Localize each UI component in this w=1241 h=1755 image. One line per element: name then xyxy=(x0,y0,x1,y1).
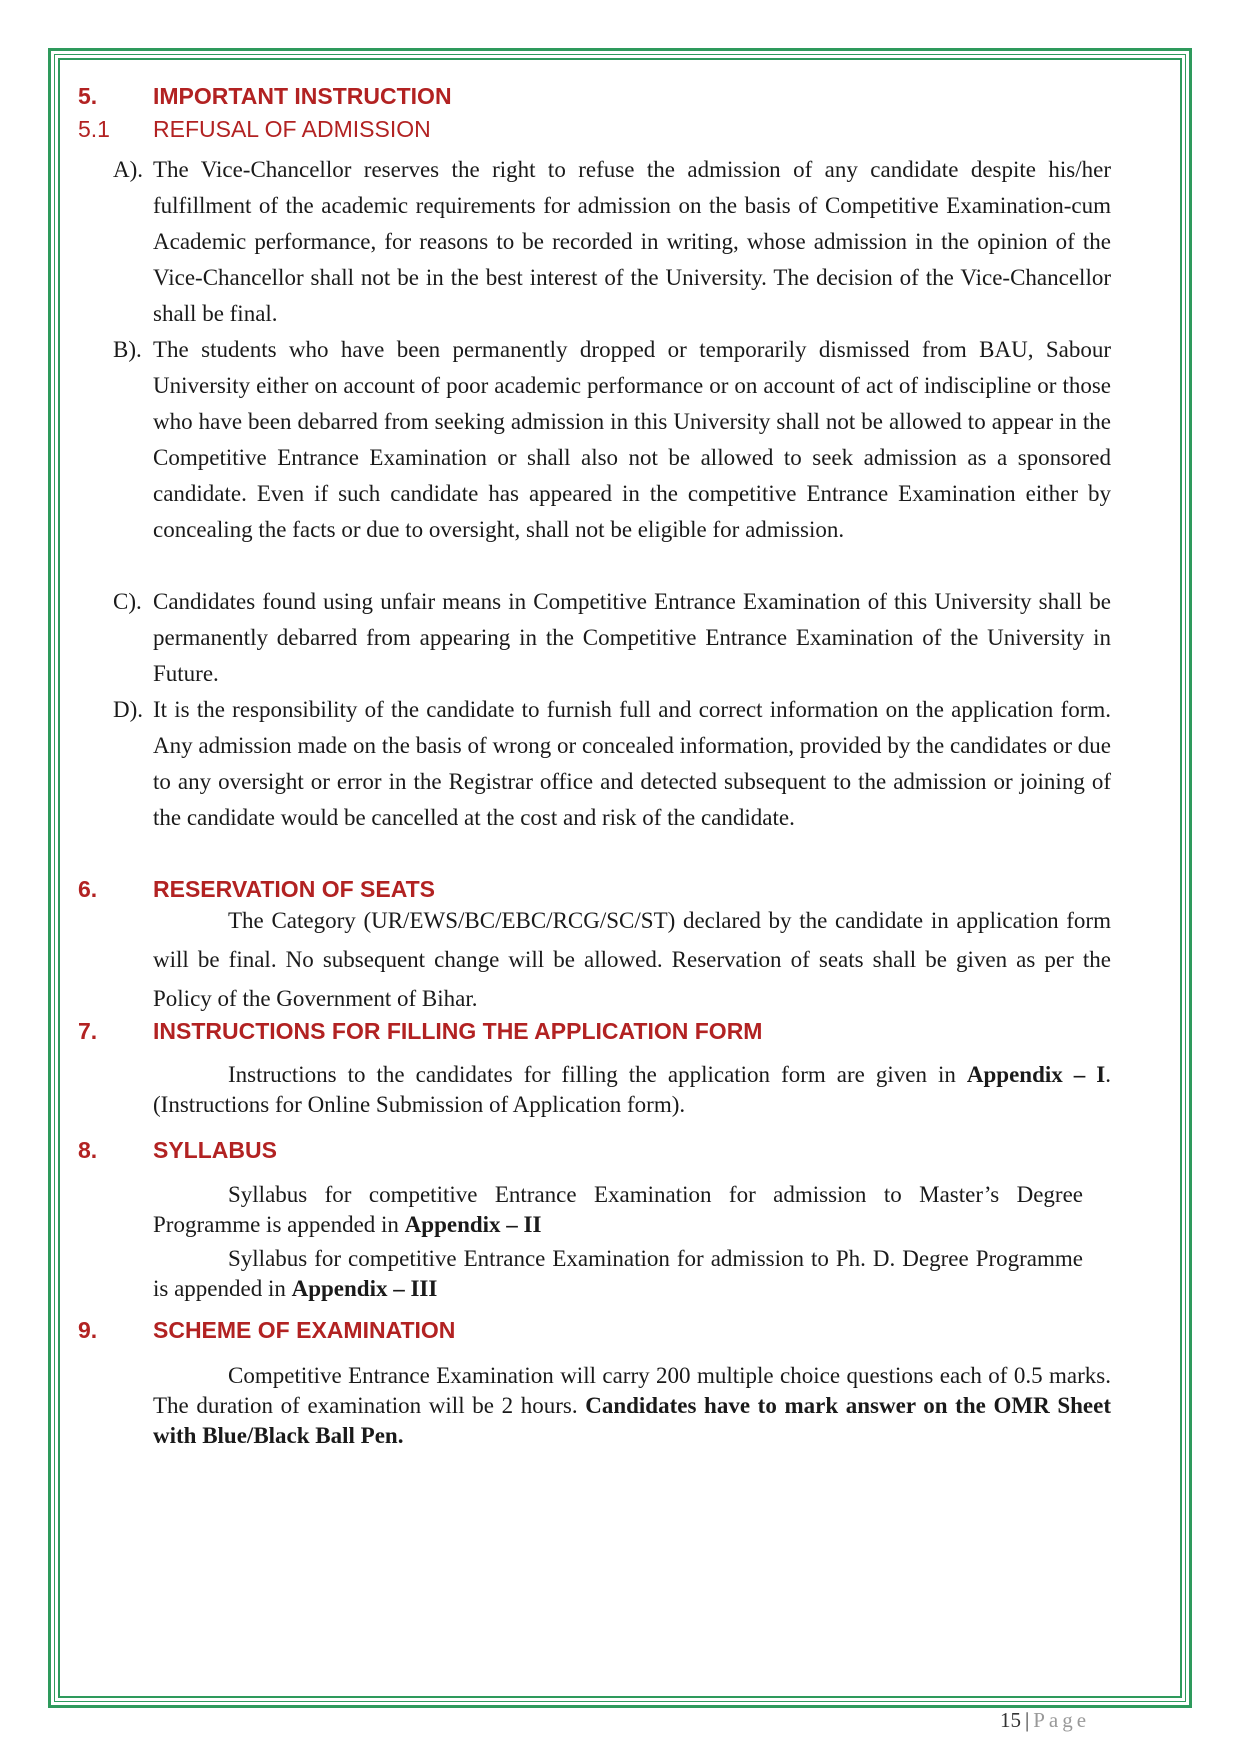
appendix-3-reference: Appendix – III xyxy=(291,1276,438,1301)
omr-sheet-instruction: Candidates have to mark answer on the OMR Sheet with Blue/Black Ball Pen. xyxy=(153,1393,1111,1448)
section-6-title: RESERVATION OF SEATS xyxy=(153,876,435,902)
section-7-text xyxy=(153,1060,1111,1120)
page-number-separator: | xyxy=(1025,1708,1030,1732)
section-8-title: SYLLABUS xyxy=(153,1137,277,1163)
page-number-value: 15 xyxy=(1000,1708,1021,1732)
section-6-text: The Category (UR/EWS/BC/EBC/RCG/SC/ST) declared by the candidate in application form will be final. No subsequent change will be allowed. Reservation of seats shall be given as per the Policy of the Government of Bihar. xyxy=(153,908,1111,1011)
list-item-label: D). xyxy=(113,697,144,722)
page-label: Page xyxy=(1033,1708,1091,1732)
list-item-c xyxy=(113,584,1111,692)
section-7-title: INSTRUCTIONS FOR FILLING THE APPLICATION FORM xyxy=(153,1018,763,1044)
section-5-number: 5. xyxy=(78,83,98,109)
section-8-number: 8. xyxy=(78,1137,98,1163)
section-9-text-start: Competitive Entrance Examination will carry 200 multiple choice questions each of 0.5 marks. The duration of examination will be 2 hours. xyxy=(153,1363,1111,1418)
section-9-text xyxy=(153,1361,1111,1451)
section-5-1-title: REFUSAL OF ADMISSION xyxy=(153,116,431,142)
section-7-text-end: . (Instructions for Online Submission of Application form). xyxy=(153,1062,1112,1117)
appendix-1-reference: Appendix – I xyxy=(966,1062,1106,1087)
list-item-text: It is the responsibility of the candidate to furnish full and correct information on the application form. Any admission made on the basis of wrong or concealed information, provided by the candidates or due to any oversight or error in the Registrar office and detected subsequent to the admission or joining of the candidate would be cancelled at the cost and risk of the candidate. xyxy=(153,697,1111,830)
list-item-text: Candidates found using unfair means in Competitive Entrance Examination of this University shall be permanently debarred from appearing in the Competitive Entrance Examination of the University in Future. xyxy=(153,589,1111,686)
list-item-d xyxy=(113,692,1111,836)
section-7-number: 7. xyxy=(78,1018,98,1044)
section-8-para-1-text: Syllabus for competitive Entrance Examination for admission to Master’s Degree Programme is appended in xyxy=(153,1182,1083,1237)
list-item-label: B). xyxy=(113,337,142,362)
section-7-text-start: Instructions to the candidates for filling the application form are given in xyxy=(228,1062,967,1087)
section-9-number: 9. xyxy=(78,1317,98,1343)
list-item-label: A). xyxy=(113,157,144,182)
list-item-b xyxy=(113,332,1111,548)
section-8-para-1 xyxy=(153,1180,1083,1240)
list-item-a xyxy=(113,152,1111,332)
section-9-title: SCHEME OF EXAMINATION xyxy=(153,1317,456,1343)
section-8-para-2-text: Syllabus for competitive Entrance Examination for admission to Ph. D. Degree Programme is appended in xyxy=(153,1246,1083,1301)
section-5-title: IMPORTANT INSTRUCTION xyxy=(153,83,452,109)
section-8-para-2 xyxy=(153,1244,1083,1304)
section-6-number: 6. xyxy=(78,876,98,902)
page-number xyxy=(1000,1708,1090,1733)
section-5-1-number: 5.1 xyxy=(78,116,110,142)
appendix-2-reference: Appendix – II xyxy=(404,1212,542,1237)
list-item-text: The students who have been permanently dropped or temporarily dismissed from BAU, Sabour University either on account of poor academic performance or on account of act of indiscipline or those who have been debarred from seeking admission in this University shall not be allowed to appear in the Competitive Entrance Examination or shall also not be allowed to seek admission as a sponsored candidate. Even if such candidate has appeared in the competitive Entrance Examination either by concealing the facts or due to oversight, shall not be eligible for admission. xyxy=(153,337,1111,542)
list-item-text: The Vice-Chancellor reserves the right to refuse the admission of any candidate despite his/her fulfillment of the academic requirements for admission on the basis of Competitive Examination-cum Academic performance, for reasons to be recorded in writing, whose admission in the opinion of the Vice-Chancellor shall not be in the best interest of the University. The decision of the Vice-Chancellor shall be final. xyxy=(153,157,1111,326)
list-item-label: C). xyxy=(113,589,142,614)
